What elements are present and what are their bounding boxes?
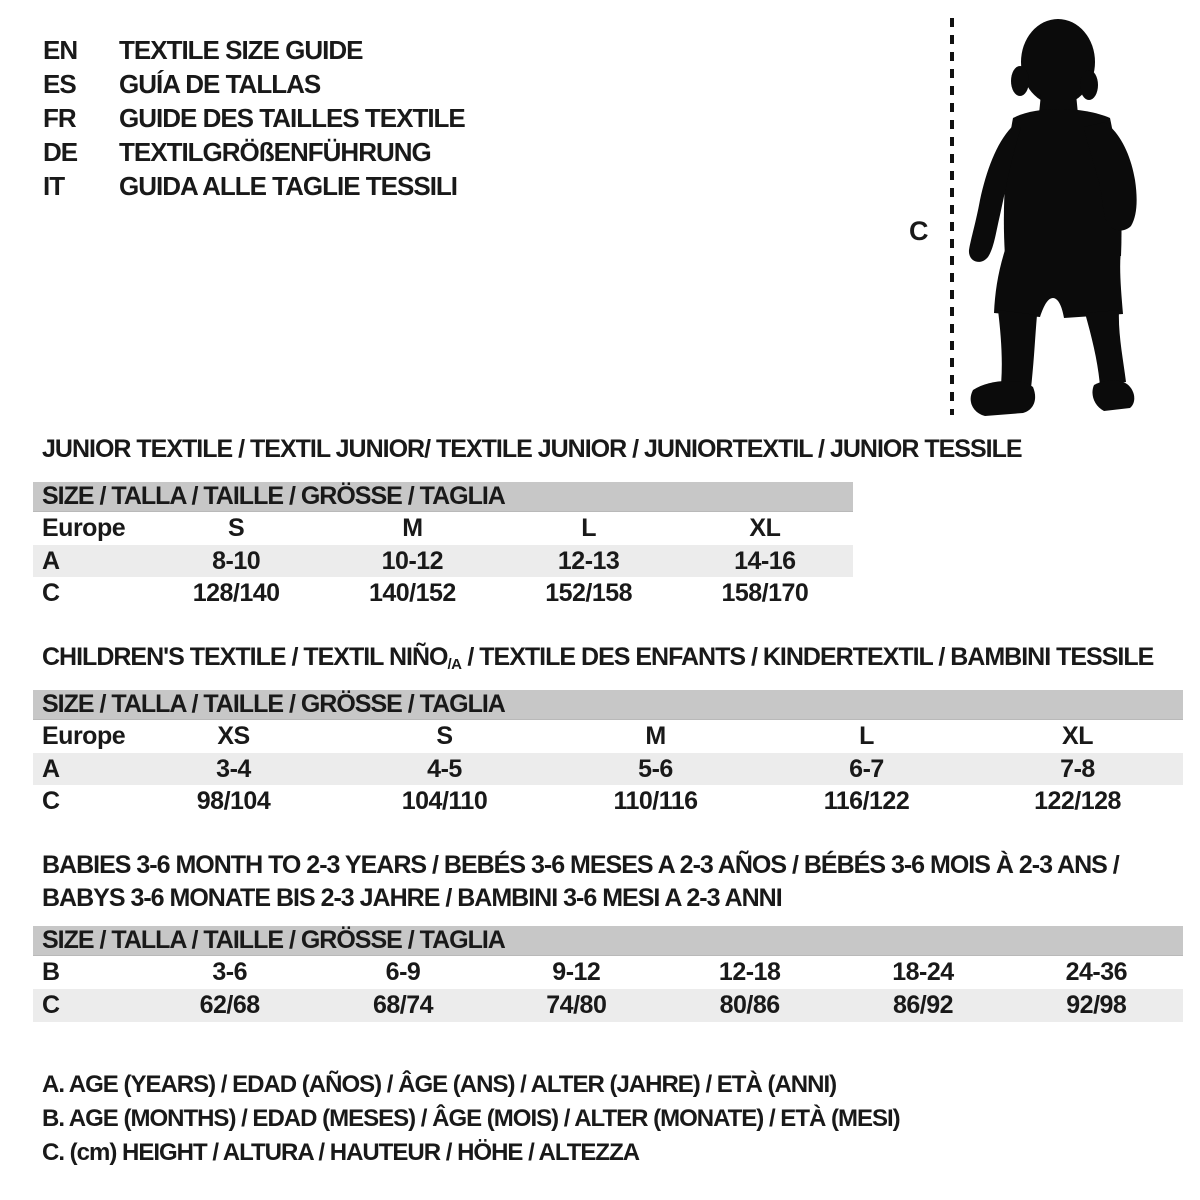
- age-cell: 12-13: [557, 546, 620, 575]
- height-cell: 80/86: [719, 991, 780, 1019]
- height-cell: 116/122: [823, 787, 910, 815]
- age-cell: 7-8: [1060, 754, 1095, 783]
- table-row-height: [33, 785, 1183, 818]
- age-cell: 10-12: [381, 546, 444, 575]
- height-cell: 140/152: [368, 579, 456, 607]
- row-label: C: [42, 991, 60, 1019]
- months-cell: 3-6: [212, 958, 247, 986]
- age-cell: 14-16: [734, 546, 796, 575]
- language-row: [43, 67, 465, 101]
- children-table: [33, 690, 1183, 818]
- months-cell: 9-12: [552, 958, 601, 986]
- children-section-title: [42, 641, 1153, 681]
- row-label: A: [42, 754, 60, 783]
- legend: [42, 1068, 900, 1170]
- size-cell: M: [645, 722, 666, 750]
- age-cell: 8-10: [212, 546, 261, 575]
- height-cell: 158/170: [721, 579, 809, 607]
- height-cell: 86/92: [892, 991, 953, 1019]
- language-code: IT: [43, 170, 65, 201]
- age-cell: 6-7: [849, 754, 884, 783]
- age-cell: 3-4: [216, 754, 251, 783]
- language-code: FR: [43, 102, 76, 133]
- months-cell: 6-9: [385, 958, 421, 986]
- babies-section-title: [42, 849, 1119, 915]
- months-cell: 24-36: [1065, 958, 1128, 986]
- size-cell: S: [228, 514, 245, 542]
- language-code: DE: [43, 136, 78, 167]
- size-cell: XS: [217, 722, 250, 750]
- size-cell: L: [581, 514, 597, 542]
- children-title-part2: / TEXTILE DES ENFANTS / KINDERTEXTIL / BAMBINI TESSILE: [461, 643, 1154, 671]
- height-cell: 62/68: [199, 991, 260, 1019]
- junior-section-title: JUNIOR TEXTILE / TEXTIL JUNIOR/ TEXTILE JUNIOR / JUNIORTEXTIL / JUNIOR TESSILE: [42, 435, 1022, 463]
- table-row-height: [33, 577, 853, 610]
- row-label: Europe: [42, 722, 126, 750]
- language-code: EN: [43, 34, 78, 65]
- language-row: [43, 135, 465, 169]
- months-cell: 12-18: [718, 958, 781, 986]
- language-label: GUIDA ALLE TAGLIE TESSILI: [119, 170, 458, 201]
- height-cell: 128/140: [192, 579, 280, 607]
- height-cell: 122/128: [1034, 787, 1121, 815]
- row-label: Europe: [42, 514, 126, 542]
- row-label: C: [42, 579, 60, 607]
- height-cell: 104/110: [401, 787, 488, 815]
- language-label: GUÍA DE TALLAS: [119, 68, 321, 99]
- age-cell: 4-5: [427, 754, 462, 783]
- babies-table: [33, 926, 1183, 1022]
- language-row: [43, 33, 465, 67]
- height-cell: 68/74: [372, 991, 434, 1019]
- row-label: B: [42, 958, 60, 986]
- size-header-bar: SIZE / TALLA / TAILLE / GRÖSSE / TAGLIA: [33, 926, 1183, 956]
- height-cell: 74/80: [546, 991, 607, 1019]
- legend-line-b: B. AGE (MONTHS) / EDAD (MESES) / ÂGE (MOIS) / ALTER (MONATE) / ETÀ (MESI): [42, 1105, 900, 1132]
- months-cell: 18-24: [892, 958, 954, 986]
- legend-line-a: A. AGE (YEARS) / EDAD (AÑOS) / ÂGE (ANS) / ALTER (JAHRE) / ETÀ (ANNI): [42, 1071, 837, 1098]
- toddler-shape: [969, 19, 1137, 416]
- height-figure: [895, 10, 1165, 422]
- height-cell: 92/98: [1066, 991, 1127, 1019]
- junior-table: [33, 482, 853, 610]
- height-cell: 98/104: [196, 787, 271, 815]
- table-row-age: [33, 545, 853, 577]
- height-cell: 152/158: [545, 579, 633, 607]
- babies-title-line2: BABYS 3-6 MONATE BIS 2-3 JAHRE / BAMBINI 3-6 MESI A 2-3 ANNI: [42, 884, 782, 912]
- language-row: [43, 101, 465, 135]
- row-label: A: [42, 546, 60, 575]
- size-cell: L: [859, 722, 874, 750]
- size-cell: XL: [749, 514, 781, 542]
- age-cell: 5-6: [638, 754, 673, 783]
- language-label: TEXTILGRÖßENFÜHRUNG: [119, 136, 431, 167]
- row-label: C: [42, 787, 60, 815]
- size-cell: S: [436, 722, 453, 750]
- language-row: [43, 169, 465, 203]
- babies-title-line1: BABIES 3-6 MONTH TO 2-3 YEARS / BEBÉS 3-6 MESES A 2-3 AÑOS / BÉBÉS 3-6 MOIS À 2-3 ANS /: [42, 851, 1119, 879]
- toddler-silhouette: [895, 10, 1165, 422]
- height-cell: 110/116: [613, 787, 698, 815]
- language-label: TEXTILE SIZE GUIDE: [119, 34, 363, 65]
- language-list: [43, 33, 465, 203]
- children-title-sub: /A: [447, 656, 462, 673]
- size-cell: M: [402, 514, 423, 542]
- language-code: ES: [43, 68, 76, 99]
- children-title-part1: CHILDREN'S TEXTILE / TEXTIL NIÑO: [42, 643, 448, 671]
- table-row-months: [33, 956, 1183, 989]
- size-header-bar: SIZE / TALLA / TAILLE / GRÖSSE / TAGLIA: [33, 482, 853, 512]
- table-row-height: [33, 989, 1183, 1022]
- language-label: GUIDE DES TAILLES TEXTILE: [119, 102, 465, 133]
- table-row-europe: [33, 512, 853, 545]
- table-row-age: [33, 753, 1183, 785]
- legend-line-c: C. (cm) HEIGHT / ALTURA / HAUTEUR / HÖHE / ALTEZZA: [42, 1139, 640, 1166]
- height-measure-label: C: [909, 216, 928, 246]
- size-header-bar: SIZE / TALLA / TAILLE / GRÖSSE / TAGLIA: [33, 690, 1183, 720]
- table-row-europe: [33, 720, 1183, 753]
- size-cell: XL: [1062, 722, 1093, 750]
